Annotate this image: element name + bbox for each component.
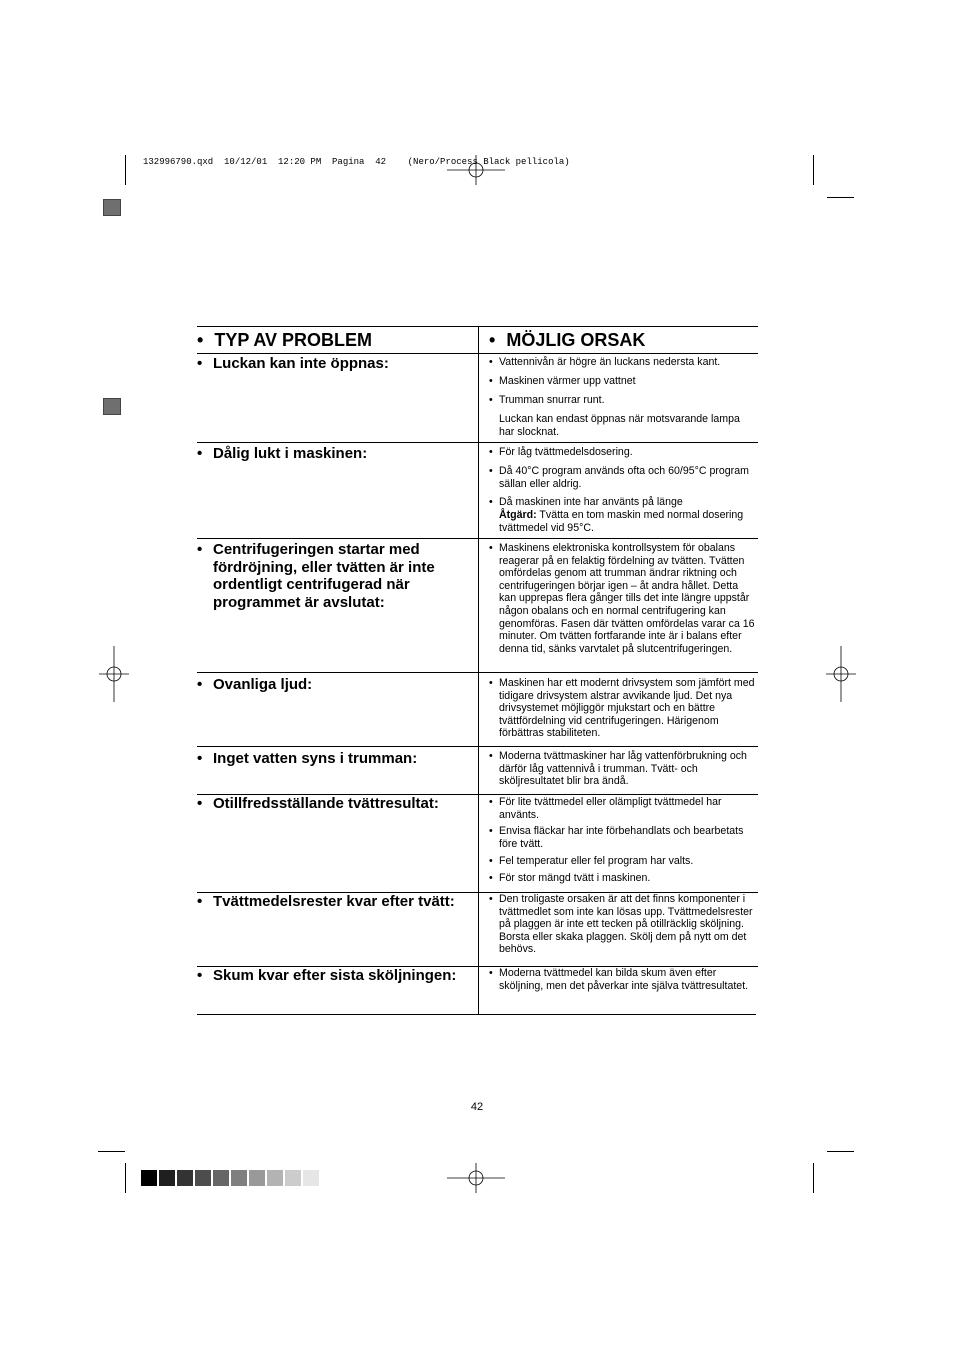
- header-problem: • TYP AV PROBLEM: [197, 330, 373, 350]
- problem-cell: • Tvättmedelsrester kvar efter tvätt:: [197, 893, 455, 910]
- cause-item: • Då 40°C program används ofta och 60/95°C program sällan eller aldrig.: [489, 465, 749, 490]
- gray-swatch: [285, 1170, 301, 1186]
- cause-item: • Envisa fläckar har inte förbehandlats och bearbetats före tvätt.: [489, 825, 744, 850]
- cause-note: Luckan kan endast öppnas när motsvarande lampa har slocknat.: [499, 413, 740, 438]
- row-rule: [197, 746, 758, 747]
- gray-swatch: [159, 1170, 175, 1186]
- crop-mark: [125, 155, 126, 185]
- registration-mark-icon: [447, 155, 505, 185]
- table-bottom-rule: [197, 1014, 756, 1015]
- cause-item: • Fel temperatur eller fel program har valts.: [489, 855, 694, 867]
- problem-cell: • Skum kvar efter sista sköljningen:: [197, 967, 457, 984]
- header-rule: [197, 353, 758, 354]
- row-rule: [197, 672, 758, 673]
- cause-action: Åtgärd: Tvätta en tom maskin med normal dosering tvättmedel vid 95°C.: [499, 509, 744, 534]
- cause-item: • Maskinens elektroniska kontrollsystem för obalans reagerar på en felaktig fördelning av tvätten. Tvätten omfördelas genom att trumman ändrar riktning och centrifugeringen börjar igen – åt andra hållet. Detta kan upprepas flera gånger tills det inte längre uppstår någon obalans och en normal centrifugering kan genomföras. Fasen där tvätten omfördelas varar ca 16 minuter. Om tvätten fortfarande inte är i balans efter denna tid, sänks varvtalet på slutcentrifugeringen.: [489, 542, 755, 655]
- gray-swatch: [231, 1170, 247, 1186]
- gray-swatch: [141, 1170, 157, 1186]
- problem-cell: • Centrifugeringen startar med fördröjning, eller tvätten är inte ordentligt centrifugerad när programmet är avslutat:: [197, 541, 435, 611]
- cause-item: • Då maskinen inte har använts på länge: [489, 496, 683, 508]
- crop-mark: [827, 197, 854, 198]
- problem-cell: • Dålig lukt i maskinen:: [197, 445, 368, 462]
- problem-cell: • Otillfredsställande tvättresultat:: [197, 795, 439, 812]
- registration-mark-icon: [826, 646, 856, 702]
- cause-item: • Maskinen har ett modernt drivsystem som jämfört med tidigare drivsystem alstrar avvikande ljud. Det nya drivsystemet möjliggör mjukstart och en bättre tvättfördelning vid centrifugeringen. Härigenom förbättras stabiliteten.: [489, 677, 755, 740]
- cause-item: • Moderna tvättmedel kan bilda skum även efter sköljning, men det påverkar inte själva tvättresultatet.: [489, 967, 749, 992]
- crop-mark: [813, 155, 814, 185]
- problem-cell: • Luckan kan inte öppnas:: [197, 355, 389, 372]
- registration-mark-icon: [99, 646, 129, 702]
- gray-swatch: [267, 1170, 283, 1186]
- cause-item: • För lite tvättmedel eller olämpligt tvättmedel har använts.: [489, 796, 722, 821]
- cause-item: • Moderna tvättmaskiner har låg vattenförbrukning och därför låg vattennivå i trumman. Tvätt- och sköljresultatet blir bra ändå.: [489, 750, 747, 788]
- gray-swatch: [303, 1170, 319, 1186]
- problem-cell: • Ovanliga ljud:: [197, 676, 313, 693]
- page-number: 42: [470, 1101, 484, 1113]
- cause-item: • Den troligaste orsaken är att det finns komponenter i tvättmedlet som inte kan lösas upp. Tvättmedelsrester på plaggen är inte ett tecken på otillräcklig sköljning. Borsta eller skaka plaggen. Skölj dem på nytt om det behövs.: [489, 893, 753, 956]
- print-slug: 132996790.qxd 10/12/01 12:20 PM Pagina 42 (Nero/Process Black pellicola): [143, 157, 570, 167]
- cause-item: • Vattennivån är högre än luckans nedersta kant.: [489, 356, 721, 368]
- cause-item: • För låg tvättmedelsdosering.: [489, 446, 633, 458]
- cause-item: • Maskinen värmer upp vattnet: [489, 375, 636, 387]
- row-rule: [197, 442, 758, 443]
- column-divider: [478, 326, 479, 1015]
- cause-item: • För stor mängd tvätt i maskinen.: [489, 872, 651, 884]
- crop-mark: [827, 1151, 854, 1152]
- row-rule: [197, 538, 758, 539]
- gray-swatch: [249, 1170, 265, 1186]
- gray-swatch: [177, 1170, 193, 1186]
- gray-swatch: [195, 1170, 211, 1186]
- registration-mark-icon: [447, 1163, 505, 1193]
- crop-mark: [813, 1163, 814, 1193]
- table-top-rule: [197, 326, 758, 327]
- registration-square: [103, 398, 121, 415]
- crop-mark: [125, 1163, 126, 1193]
- gray-swatch: [213, 1170, 229, 1186]
- registration-square: [103, 199, 121, 216]
- cause-item: • Trumman snurrar runt.: [489, 394, 605, 406]
- problem-cell: • Inget vatten syns i trumman:: [197, 750, 418, 767]
- header-cause: • MÖJLIG ORSAK: [489, 330, 646, 350]
- crop-mark: [98, 1151, 125, 1152]
